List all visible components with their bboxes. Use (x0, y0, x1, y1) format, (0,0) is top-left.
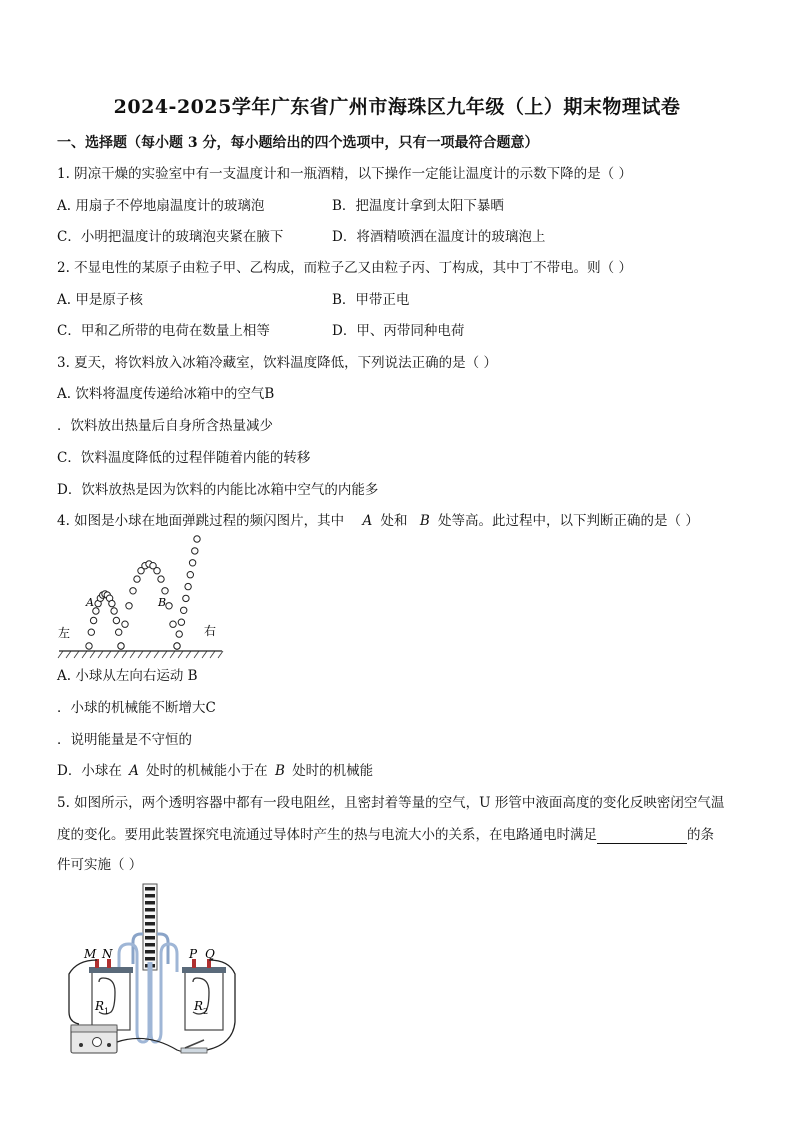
ball-image (154, 568, 160, 574)
ball-image (189, 560, 195, 566)
q4-option-d (57, 762, 373, 780)
figure-point-b: B (158, 596, 167, 609)
ball-image (185, 583, 191, 589)
scale-tick (145, 950, 155, 954)
ball-image (170, 621, 176, 627)
q4-stem-pre: 4. 如图是小球在地面弹跳过程的频闪图片，其中 (57, 513, 345, 529)
q4-option-b: ．小球的机械能不断增大C (57, 700, 216, 716)
ball-image (194, 536, 200, 542)
q2-stem: 2. 不显电性的某原子由粒子甲、乙构成，而粒子乙又由粒子丙、丁构成，其中丁不带电。则（ ） (57, 260, 632, 276)
q4-stem-post: 处等高。此过程中，以下判断正确的是（ ） (438, 513, 699, 529)
ground-hatching (58, 651, 223, 658)
q3-option-b: ．饮料放出热量后自身所含热量减少 (57, 418, 273, 434)
ball-image (187, 572, 193, 578)
q5-stem-line3: 件可实施（ ） (57, 857, 143, 873)
q4-d-mid: 处时的机械能小于在 (146, 763, 268, 779)
q3-stem: 3. 夏天，将饮料放入冰箱冷藏室，饮料温度降低，下列说法正确的是（ ） (57, 355, 497, 371)
ball-image (134, 576, 140, 582)
q3-option-d: D．饮料放热是因为饮料的内能比冰箱中空气的内能多 (57, 482, 379, 498)
ball-image (130, 588, 136, 594)
label-r1-sub: 1 (104, 1007, 110, 1016)
scale-tick (145, 936, 155, 940)
scale-tick (145, 922, 155, 926)
ball-image (90, 617, 96, 623)
q4-stem-label-a: A (362, 513, 373, 529)
ball-image (86, 643, 92, 649)
label-r1: R (95, 999, 105, 1013)
scale-tick (145, 901, 155, 905)
ball-image (109, 600, 115, 606)
switch-lever (185, 1040, 204, 1048)
joule-heat-apparatus-figure (57, 882, 242, 1060)
q4-stem (57, 512, 699, 530)
ball-trajectory (86, 536, 200, 649)
label-p: P (189, 947, 198, 961)
scale-tick (145, 957, 155, 961)
q5-line2-post: 的条 (687, 827, 714, 843)
q2-option-c: C．甲和乙所带的电荷在数量上相等 (57, 323, 270, 339)
ball-image (158, 576, 164, 582)
q2-option-a: A. 甲是原子核 (57, 292, 143, 308)
ball-image (166, 603, 172, 609)
q4-d-label-a: A (129, 763, 139, 779)
q5-stem-line2 (57, 826, 714, 844)
q4-option-c: ．说明能量是不守恒的 (57, 732, 192, 748)
ball-image (178, 619, 184, 625)
scale-tick (145, 887, 155, 891)
container-right (185, 972, 223, 1030)
scale-tick (145, 915, 155, 919)
ball-image (88, 629, 94, 635)
ball-image (174, 643, 180, 649)
ball-image (181, 607, 187, 613)
ball-image (192, 548, 198, 554)
q1-option-c: C．小明把温度计的玻璃泡夹紧在腋下 (57, 229, 284, 245)
figure-label-right: 右 (204, 624, 217, 638)
page-title: 2024-2025学年广东省广州市海珠区九年级（上）期末物理试卷 (113, 96, 681, 118)
q2-option-d: D．甲、丙带同种电荷 (332, 323, 465, 339)
ball-image (118, 643, 124, 649)
ball-image (122, 621, 128, 627)
q4-d-label-b: B (274, 763, 285, 779)
ball-image (126, 603, 132, 609)
label-r2-sub: 2 (203, 1007, 209, 1016)
lid-right (182, 967, 226, 973)
scale-tick (145, 894, 155, 898)
q5-stem-line1: 5. 如图所示，两个透明容器中都有一段电阻丝，且密封着等量的空气，U 形管中液面高度的变化反映密闭空气温 (57, 795, 725, 811)
bouncing-ball-figure (57, 534, 227, 662)
ball-image (111, 608, 117, 614)
q1-option-d: D．将酒精喷洒在温度计的玻璃泡上 (332, 229, 546, 245)
q4-option-a: A. 小球从左向右运动 B (57, 668, 198, 684)
ball-image (113, 617, 119, 623)
label-q: Q (205, 947, 215, 961)
scale-tick (145, 943, 155, 947)
figure-label-left: 左 (58, 626, 71, 640)
label-n: N (102, 947, 113, 961)
q4-stem-mid: 处和 (380, 513, 408, 529)
ball-image (183, 595, 189, 601)
label-r2: R (194, 999, 204, 1013)
ball-image (176, 631, 182, 637)
ball-image (116, 629, 122, 635)
q4-stem-label-b: B (419, 513, 430, 529)
scale-tick (145, 929, 155, 933)
q3-option-a: A. 饮料将温度传递给冰箱中的空气B (57, 386, 275, 402)
q2-option-b: B．甲带正电 (332, 292, 410, 308)
ball-image (162, 588, 168, 594)
q1-option-b: B．把温度计拿到太阳下暴晒 (332, 198, 504, 214)
power-knob-icon (93, 1038, 102, 1047)
q1-stem: 1. 阴凉干燥的实验室中有一支温度计和一瓶酒精，以下操作一定能让温度计的示数下降的是（ ） (57, 166, 632, 182)
q3-option-c: C．饮料温度降低的过程伴随着内能的转移 (57, 450, 311, 466)
switch-base (181, 1048, 207, 1053)
q5-line2-pre: 度的变化。要用此装置探究电流通过导体时产生的热与电流大小的关系，在电路通电时满足 (57, 827, 597, 843)
q4-d-pre: D．小球在 (57, 763, 122, 779)
q4-d-post: 处时的机械能 (292, 763, 374, 779)
answer-blank (597, 829, 687, 844)
scale-tick (145, 908, 155, 912)
section-heading: 一、选择题（每小题 3 分，每小题给出的四个选项中，只有一项最符合题意） (57, 135, 539, 151)
figure-point-a: A (86, 596, 94, 609)
label-m: M (84, 947, 97, 961)
q1-option-a: A. 用扇子不停地扇温度计的玻璃泡 (57, 198, 265, 214)
